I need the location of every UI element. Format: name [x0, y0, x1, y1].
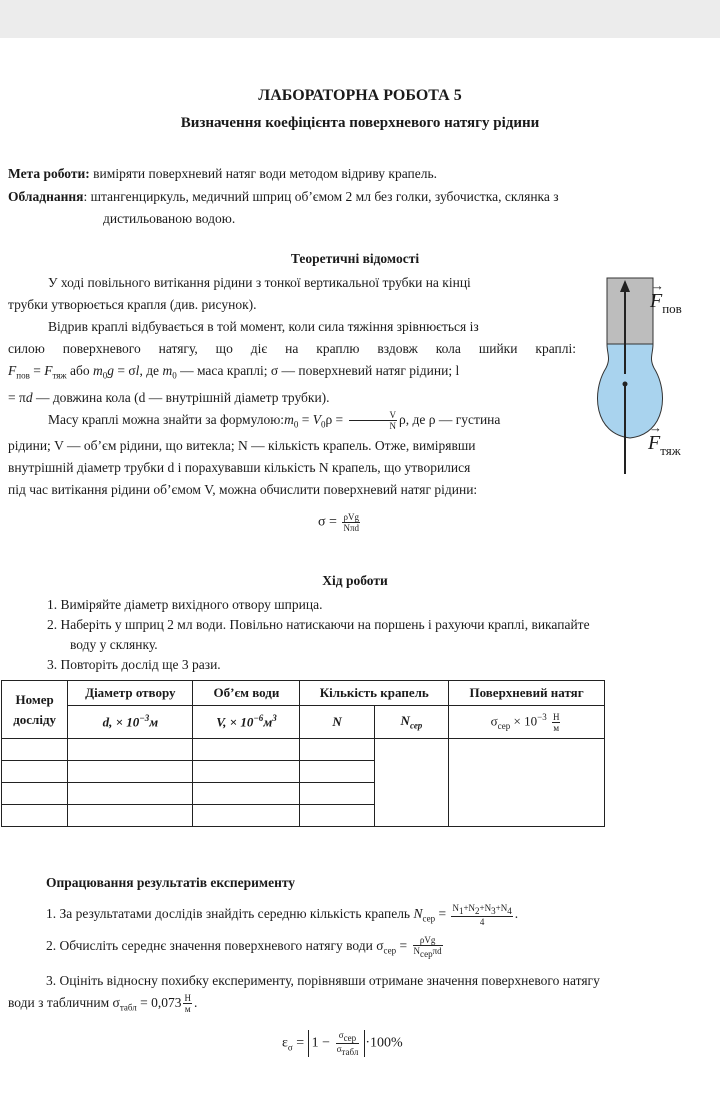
lab-subtitle: Визначення коефіцієнта поверхневого натягу рідини: [180, 115, 540, 131]
cell-tension: [449, 739, 605, 827]
col-tension-unit: $\sigma_{сер} \times 10^{-3}$ $\frac{Н}{м}$: [449, 706, 605, 739]
cell: [68, 761, 193, 783]
cell: [300, 783, 374, 805]
top-bar: [0, 0, 720, 38]
col-diameter-unit: d, × $10^{-3}м$: [68, 706, 193, 739]
col-n: N: [300, 706, 374, 739]
surface-force-label: F → $_{пов}$: [650, 278, 682, 316]
cell: [2, 739, 68, 761]
gravity-force-label: F → $_{тяж}$: [648, 420, 681, 458]
col-diameter-header: Діаметр отвору: [68, 681, 193, 706]
col-volume-unit: V, × $10^{-6}м^3$: [193, 706, 300, 739]
step-2-cont: воду у склянку.: [70, 637, 158, 652]
results-table: [1, 680, 605, 827]
goal: Мета роботи: виміряти поверхневий натяг води методом відриву крапель.: [8, 166, 438, 181]
procedure-steps: [47, 595, 707, 675]
document-page: [0, 38, 720, 1093]
error-formula: $\varepsilon_\sigma = 1$ − $\frac{\sigma_{сер}}{\sigma_{табл}}$ ·100%: [282, 1030, 403, 1057]
theory-heading: Теоретичні відомості: [290, 251, 420, 266]
cell: [2, 783, 68, 805]
col-drops-header: Кількість крапель: [300, 681, 449, 706]
step-1: 1. Виміряйте діаметр вихідного отвору шприца.: [47, 597, 323, 612]
tube-shape: [607, 278, 653, 344]
cell: [193, 739, 300, 761]
cell: [300, 739, 374, 761]
processing-item-3: 3. Оцініть відносну похибку експерименту, порівнявши отримане значення поверхневого натягу води з табличним $\sigma_{табл} = 0,073$ $\frac{Н}{м}$ .: [8, 973, 600, 1015]
col-n-avg: $N_{сер}$: [374, 706, 448, 739]
formula-sigma: σ = $\frac{\text{ρVg}}{\text{Nπd}}$: [318, 512, 359, 533]
cell-n-avg: [374, 739, 448, 827]
cell: [68, 783, 193, 805]
cell: [2, 761, 68, 783]
processing-item-2: 2. Обчисліть середнє значення поверхневого натягу води $\sigma_{сер}$ = $\frac{\text{ρVg}}{N_{сер}\pi d}$: [46, 935, 442, 959]
processing-item-1: 1. За результатами дослідів знайдіть середню кількість крапель $N_{сер}$ = $\frac{N_1+N_2+N_3+N_4}{4}$ .: [46, 903, 519, 927]
cell: [2, 805, 68, 827]
col-tension-header: Поверхневий натяг: [449, 681, 605, 706]
lab-title: ЛАБОРАТОРНА РОБОТА 5: [258, 87, 462, 104]
cell: [300, 761, 374, 783]
cell: [193, 783, 300, 805]
theory-text: У ході повільного витікання рідини з тонкої вертикальної трубки на кінці трубки утворюється крапля (див. рисунок). Відрив краплі відбувається в той момент, коли сила тяжіння зрівнюється із силою поверхневого натягу, що діє на краплю вздовж кола шийки краплі: $F_{пов} = F_{тяж}$ або $m_0g = \sigma l$, де $m_0$ — маса краплі; σ — поверхневий натяг рідини; l = πd — довжина кола (d — внутрішній діаметр трубки). Масу краплі можна знайти за $формулою:m_0 = V_0\rho$ = $\frac{V}{N}$ ρ, де ρ — густина рідини; V — об’єм рідини, що витекла; N — кількість крапель. Отже, вимірявши внутрішній діаметр трубки d і порахувавши кількість N крапель, що утворилися під час витікання рідини об’ємом V, можна обчислити поверхневий натяг рідини:: [8, 275, 576, 498]
cell: [68, 739, 193, 761]
processing-heading: Опрацювання результатів експерименту: [46, 875, 296, 890]
equipment: Обладнання: штангенциркуль, медичний шприц об’ємом 2 мл без голки, зубочистка, склянка з дистильованою водою.: [8, 189, 559, 226]
cell: [300, 805, 374, 827]
col-number-header: Номер досліду: [2, 681, 68, 739]
col-volume-header: Об’єм води: [193, 681, 300, 706]
procedure-heading: Хід роботи: [322, 573, 388, 588]
step-2: 2. Наберіть у шприц 2 мл води. Повільно натискаючи на поршень і рахуючи краплі, викапайте: [47, 617, 590, 632]
cell: [68, 805, 193, 827]
step-3: 3. Повторіть дослід ще 3 рази.: [47, 657, 221, 672]
cell: [193, 761, 300, 783]
cell: [193, 805, 300, 827]
